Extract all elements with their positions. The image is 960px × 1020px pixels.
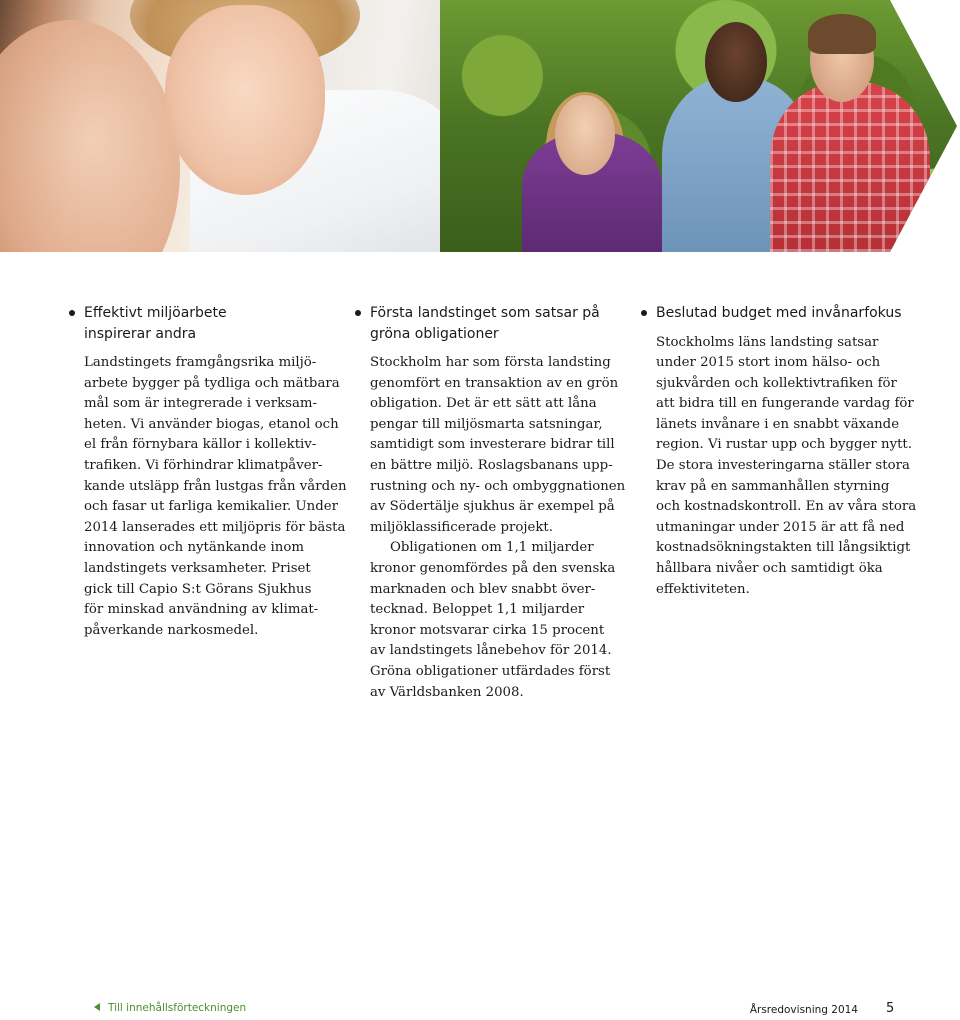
section-body xyxy=(656,333,917,601)
body-line: genomfört en transaktion av en grön xyxy=(370,375,619,391)
body-line: effektiviteten. xyxy=(656,581,750,597)
arrow-left-icon xyxy=(94,1003,100,1011)
body-line: påverkande narkosmedel. xyxy=(84,622,259,638)
body-line: pengar till miljösmarta satsningar, xyxy=(370,416,603,432)
body-line: Stockholm har som första landsting xyxy=(370,355,611,370)
body-line: samtidigt som investerare bidrar till xyxy=(370,437,615,453)
body-line: kande utsläpp från lustgas från vården xyxy=(84,478,347,494)
toc-link-label: Till innehållsförteckningen xyxy=(108,1002,247,1014)
body-line: krav på en sammanhållen styrning xyxy=(656,478,890,494)
body-line: utmaningar under 2015 är att få ned xyxy=(656,519,905,535)
body-line: kronor motsvarar cirka 15 procent xyxy=(370,622,605,638)
bullet-icon xyxy=(355,310,361,316)
photo-young-people-walking xyxy=(440,0,960,252)
body-line: hållbara nivåer och samtidigt öka xyxy=(656,561,883,577)
section-heading: Första landstinget som satsar på gröna obligationer xyxy=(370,303,625,344)
body-line: under 2015 stort inom hälso- och xyxy=(656,355,881,371)
body-line: innovation och nytänkande inom xyxy=(84,540,304,556)
section-heading: Beslutad budget med invånarfokus xyxy=(656,303,911,324)
body-line: 2014 lanserades ett miljöpris för bästa xyxy=(84,519,346,535)
body-line: region. Vi rustar upp och bygger nytt. xyxy=(656,437,913,453)
body-line: en bättre miljö. Roslagsbanans upp- xyxy=(370,457,613,473)
body-line: Landstingets framgångsrika miljö- xyxy=(84,355,317,370)
photo-nurse-and-child xyxy=(0,0,470,252)
body-line: länets invånare i en snabbt växande xyxy=(656,416,900,432)
body-line: gick till Capio S:t Görans Sjukhus xyxy=(84,581,312,597)
body-line: av landstingets lånebehov för 2014. xyxy=(370,643,612,659)
article-column-environment xyxy=(84,303,347,641)
page-number: 5 xyxy=(886,1001,895,1016)
body-line: miljöklassificerade projekt. xyxy=(370,519,553,535)
section-body xyxy=(84,353,347,641)
body-line: och fasar ut farliga kemikalier. Under xyxy=(84,499,338,515)
body-line: kronor genomfördes på den svenska xyxy=(370,560,616,576)
bullet-icon xyxy=(69,310,75,316)
body-line: mål som är integrerade i verksam- xyxy=(84,396,317,412)
document-title: Årsredovisning 2014 xyxy=(749,1004,858,1016)
section-body xyxy=(370,353,625,703)
toc-link[interactable] xyxy=(94,1002,246,1014)
body-line: trafiken. Vi förhindrar klimatpåver- xyxy=(84,457,323,473)
bullet-icon xyxy=(641,310,647,316)
body-line: av Världsbanken 2008. xyxy=(370,684,524,700)
body-line: heten. Vi använder biogas, etanol och xyxy=(84,416,339,432)
body-line: arbete bygger på tydliga och mätbara xyxy=(84,375,340,391)
body-line: De stora investeringarna ställer stora xyxy=(656,458,910,474)
body-line: av Södertälje sjukhus är exempel på xyxy=(370,499,615,515)
body-line: Gröna obligationer utfärdades först xyxy=(370,663,611,679)
body-line: rustning och ny- och ombyggnationen xyxy=(370,478,626,494)
article-column-green-bonds xyxy=(370,303,625,703)
section-heading: Effektivt miljöarbete inspirerar andra xyxy=(84,303,339,344)
article-column-budget xyxy=(656,303,917,600)
body-line: att bidra till en fungerande vardag för xyxy=(656,396,914,412)
body-line: marknaden och blev snabbt över- xyxy=(370,581,596,597)
body-line: och kostnadskontroll. En av våra stora xyxy=(656,499,917,515)
hero-photo-banner xyxy=(0,0,960,252)
body-line: Stockholms läns landsting satsar xyxy=(656,334,879,350)
body-line: landstingets verksamheter. Priset xyxy=(84,560,311,576)
body-line: el från förnybara källor i kollektiv- xyxy=(84,437,317,453)
body-line: tecknad. Beloppet 1,1 miljarder xyxy=(370,602,585,618)
body-line: för minskad användning av klimat- xyxy=(84,602,319,618)
body-line: obligation. Det är ett sätt att låna xyxy=(370,396,597,412)
body-line: kostnadsökningstakten till långsiktigt xyxy=(656,540,911,556)
body-line: Obligationen om 1,1 miljarder xyxy=(390,540,594,556)
body-line: sjukvården och kollektivtrafiken för xyxy=(656,375,897,391)
